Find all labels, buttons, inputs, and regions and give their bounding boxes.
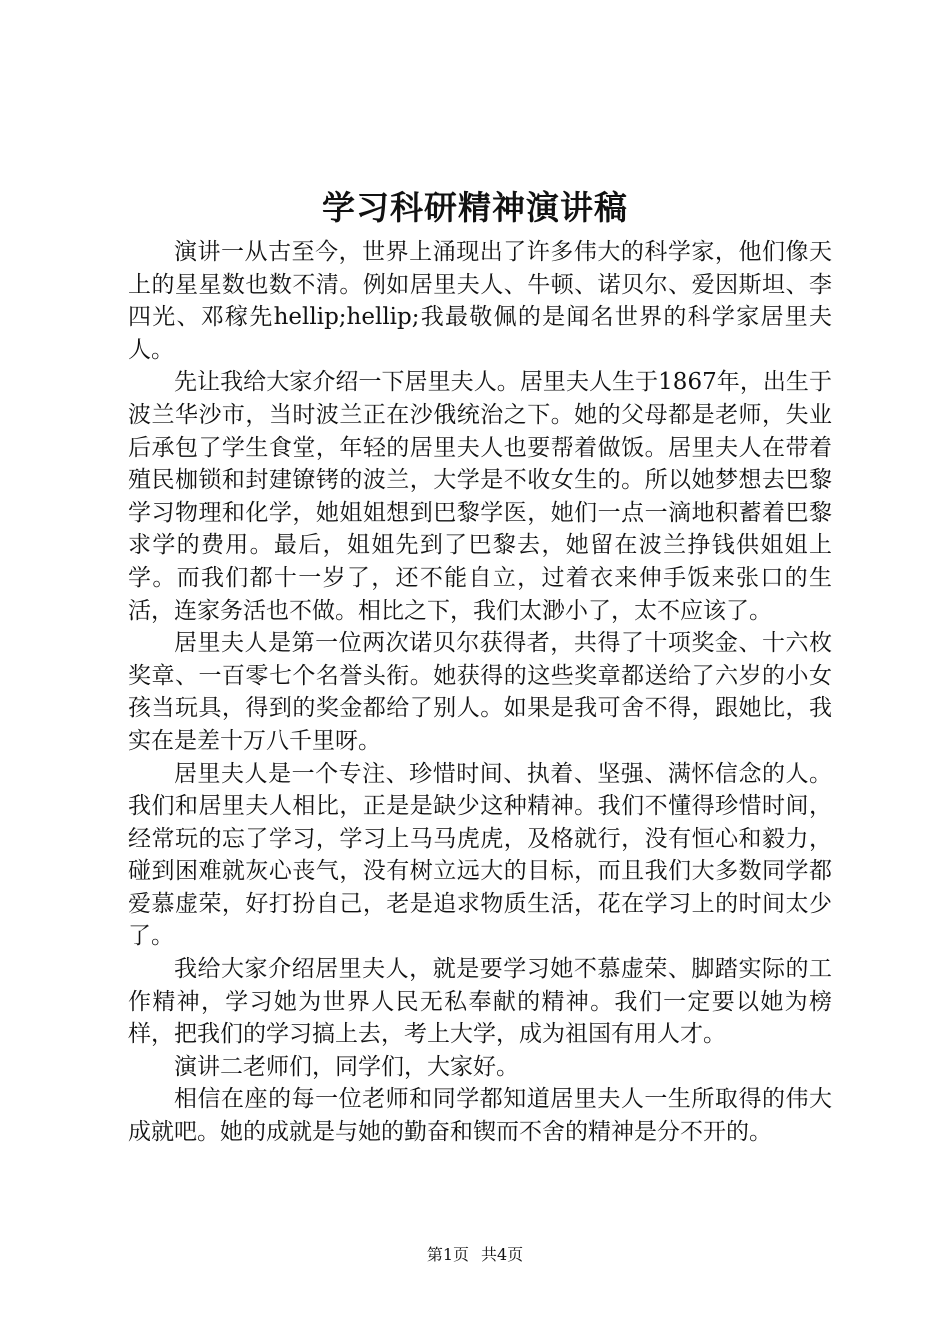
paragraph: 演讲二老师们，同学们，大家好。: [174, 1053, 519, 1080]
paragraph: 先让我给大家介绍一下居里夫人。居里夫人生于1867年，出生于波兰华沙市，当时波兰正在沙俄统治之下。她的父母都是老师，失业后承包了学生食堂，年轻的居里夫人也要帮着做饭。居里夫人在带着殖民枷锁和封建镣铐的波兰，大学是不收女生的。所以她梦想去巴黎学习物理和化学，她姐姐想到巴黎学医，她们一点一滴地积蓄着巴黎求学的费用。最后，姐姐先到了巴黎去，她留在波兰挣钱供姐姐上学。而我们都十一岁了，还不能自立，过着衣来伸手饭来张口的生活，连家务活也不做。相比之下，我们太渺小了，太不应该了。: [128, 369, 832, 624]
paragraph: 我给大家介绍居里夫人，就是要学习她不慕虚荣、脚踏实际的工作精神，学习她为世界人民无私奉献的精神。我们一定要以她为榜样，把我们的学习搞上去，考上大学，成为祖国有用人才。: [128, 956, 832, 1048]
paragraph: 居里夫人是一个专注、珍惜时间、执着、坚强、满怀信念的人。我们和居里夫人相比，正是是缺少这种精神。我们不懂得珍惜时间，经常玩的忘了学习，学习上马马虎虎，及格就行，没有恒心和毅力，碰到困难就灰心丧气，没有树立远大的目标，而且我们大多数同学都爱慕虚荣，好打扮自己，老是追求物质生活，花在学习上的时间太少了。: [128, 760, 832, 950]
document-body: [128, 236, 832, 1149]
page-footer: [0, 1244, 950, 1266]
page-total: 共4页: [481, 1245, 524, 1264]
paragraph: 居里夫人是第一位两次诺贝尔获得者，共得了十项奖金、十六枚奖章、一百零七个名誉头衔。她获得的这些奖章都送给了六岁的小女孩当玩具，得到的奖金都给了别人。如果是我可舍不得，跟她比，我实在是差十万八千里呀。: [128, 630, 832, 754]
page-number: 第1页: [426, 1245, 469, 1264]
paragraph: 相信在座的每一位老师和同学都知道居里夫人一生所取得的伟大成就吧。她的成就是与她的勤奋和锲而不舍的精神是分不开的。: [128, 1086, 832, 1146]
document-title: 学习科研精神演讲稿: [322, 188, 628, 227]
paragraph: 演讲一从古至今，世界上涌现出了许多伟大的科学家，他们像天上的星星数也数不清。例如居里夫人、牛顿、诺贝尔、爱因斯坦、李四光、邓稼先hellip;hellip;我最敬佩的是闻名世界的科学家居里夫人。: [128, 239, 832, 363]
